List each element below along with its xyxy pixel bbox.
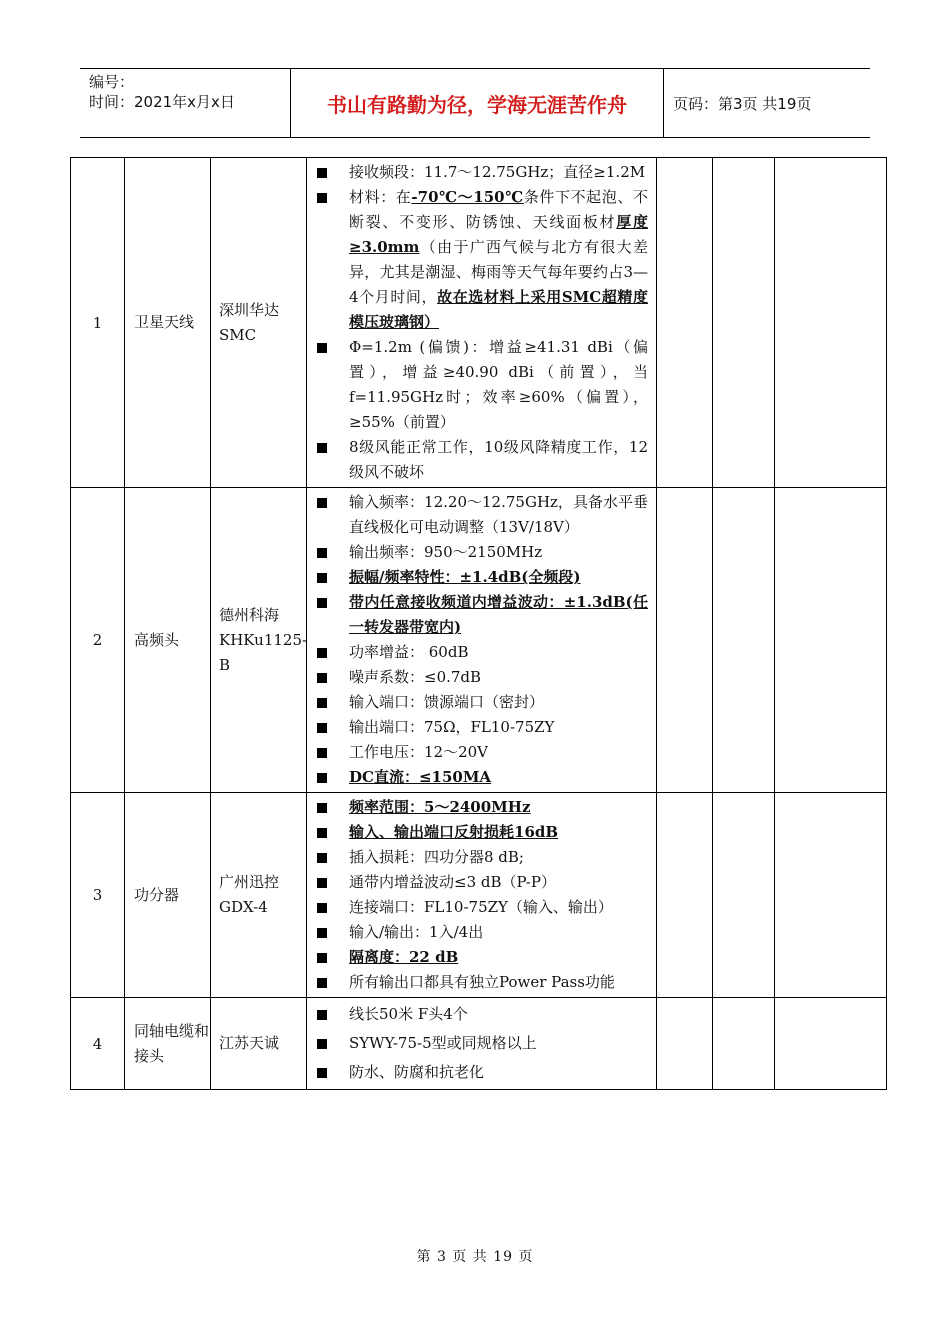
spec-item: 8级风能正常工作，10级风降精度工作，12级风不破坏 (317, 435, 648, 485)
header-motto: 书山有路勤为径，学海无涯苦作舟 (291, 69, 664, 137)
spec-item: DC直流：≤150MA (317, 765, 648, 790)
spec-item: 输出频率：950～2150MHz (317, 540, 648, 565)
page-footer: 第 3 页 共 19 页 (416, 1249, 534, 1265)
brand-model: 江苏天诚 (211, 998, 307, 1090)
device-name: 卫星天线 (125, 158, 211, 488)
serial-label: 编号： (89, 73, 135, 91)
header-meta (80, 69, 291, 137)
spec-cell (307, 158, 657, 488)
spec-item: 工作电压：12～20V (317, 740, 648, 765)
row-number: 3 (71, 793, 125, 998)
spec-text: 材料：在 (349, 188, 412, 206)
device-name: 功分器 (125, 793, 211, 998)
empty-cell (775, 793, 887, 998)
brand-model: 德州科海KHKu1125-B (211, 488, 307, 793)
spec-text: （由于广西气候与北方有很大差异，尤其是潮湿、梅雨等天气每年要约占3—4个月时间， (349, 238, 648, 306)
device-name: 高频头 (125, 488, 211, 793)
row-number: 4 (71, 998, 125, 1090)
empty-cell (775, 158, 887, 488)
spec-item: 线长50米 F头4个 (317, 1000, 648, 1029)
empty-cell (775, 488, 887, 793)
spec-item: 输入、输出端口反射损耗16dB (317, 820, 648, 845)
spec-item: SYWY-75-5型或同规格以上 (317, 1029, 648, 1058)
spec-item: 接收频段：11.7～12.75GHz；直径≥1.2M (317, 160, 648, 185)
equipment-spec-table (70, 157, 887, 1090)
row-number: 1 (71, 158, 125, 488)
brand-model: 广州迅控GDX-4 (211, 793, 307, 998)
empty-cell (713, 793, 775, 998)
spec-cell (307, 998, 657, 1090)
spec-emphasis: 故在选材料上采用SMC超精度模压玻璃钢） (349, 288, 648, 331)
spec-item: 频率范围：5～2400MHz (317, 795, 648, 820)
table-row (71, 158, 887, 488)
spec-cell (307, 488, 657, 793)
empty-cell (713, 488, 775, 793)
spec-list (317, 1000, 648, 1087)
spec-item: 输入/输出：1入/4出 (317, 920, 648, 945)
table-row (71, 793, 887, 998)
spec-text: 条件下不起泡、不断裂、不变形、防锈蚀、天线面板材 (349, 188, 648, 231)
empty-cell (713, 158, 775, 488)
spec-item: 防水、防腐和抗老化 (317, 1058, 648, 1087)
brand-model: 深圳华达SMC (211, 158, 307, 488)
spec-item: 输出端口：75Ω，FL10-75ZY (317, 715, 648, 740)
empty-cell (657, 488, 713, 793)
empty-cell (713, 998, 775, 1090)
spec-list (317, 490, 648, 790)
spec-item: 通带内增益波动≤3 dB（P-P） (317, 870, 648, 895)
empty-cell (657, 793, 713, 998)
spec-cell (307, 793, 657, 998)
table-row (71, 488, 887, 793)
empty-cell (775, 998, 887, 1090)
spec-item: 输入端口：馈源端口（密封） (317, 690, 648, 715)
device-name: 同轴电缆和接头 (125, 998, 211, 1090)
header-page-info: 页码：第3页 共19页 (673, 94, 812, 113)
table-row (71, 998, 887, 1090)
spec-item: 输入频率：12.20～12.75GHz，具备水平垂直线极化可电动调整（13V/18V） (317, 490, 648, 540)
spec-item: 连接端口：FL10-75ZY（输入、输出） (317, 895, 648, 920)
empty-cell (657, 158, 713, 488)
spec-list (317, 795, 648, 995)
spec-item: 插入损耗：四功分器8 dB; (317, 845, 648, 870)
spec-item: 振幅/频率特性：±1.4dB(全频段) (317, 565, 648, 590)
spec-item: 所有输出口都具有独立Power Pass功能 (317, 970, 648, 995)
spec-emphasis: 厚度≥3.0mm (349, 213, 648, 256)
time-label: 时间：2021年x月x日 (89, 93, 235, 111)
spec-item: 带内任意接收频道内增益波动：±1.3dB(任一转发器带宽内) (317, 590, 648, 640)
spec-list (317, 160, 648, 485)
spec-item: 隔离度：22 dB (317, 945, 648, 970)
empty-cell (657, 998, 713, 1090)
spec-item: Φ=1.2m (偏馈)：增益≥41.31 dBi（偏置），增益≥40.90 dBi（前置），当f=11.95GHz时；效率≥60%（偏置），≥55%（前置） (317, 335, 648, 435)
spec-emphasis: -70℃～150℃ (411, 188, 524, 206)
row-number: 2 (71, 488, 125, 793)
spec-item (317, 185, 648, 335)
spec-item: 噪声系数：≤0.7dB (317, 665, 648, 690)
spec-item: 功率增益： 60dB (317, 640, 648, 665)
page-header (80, 68, 870, 138)
